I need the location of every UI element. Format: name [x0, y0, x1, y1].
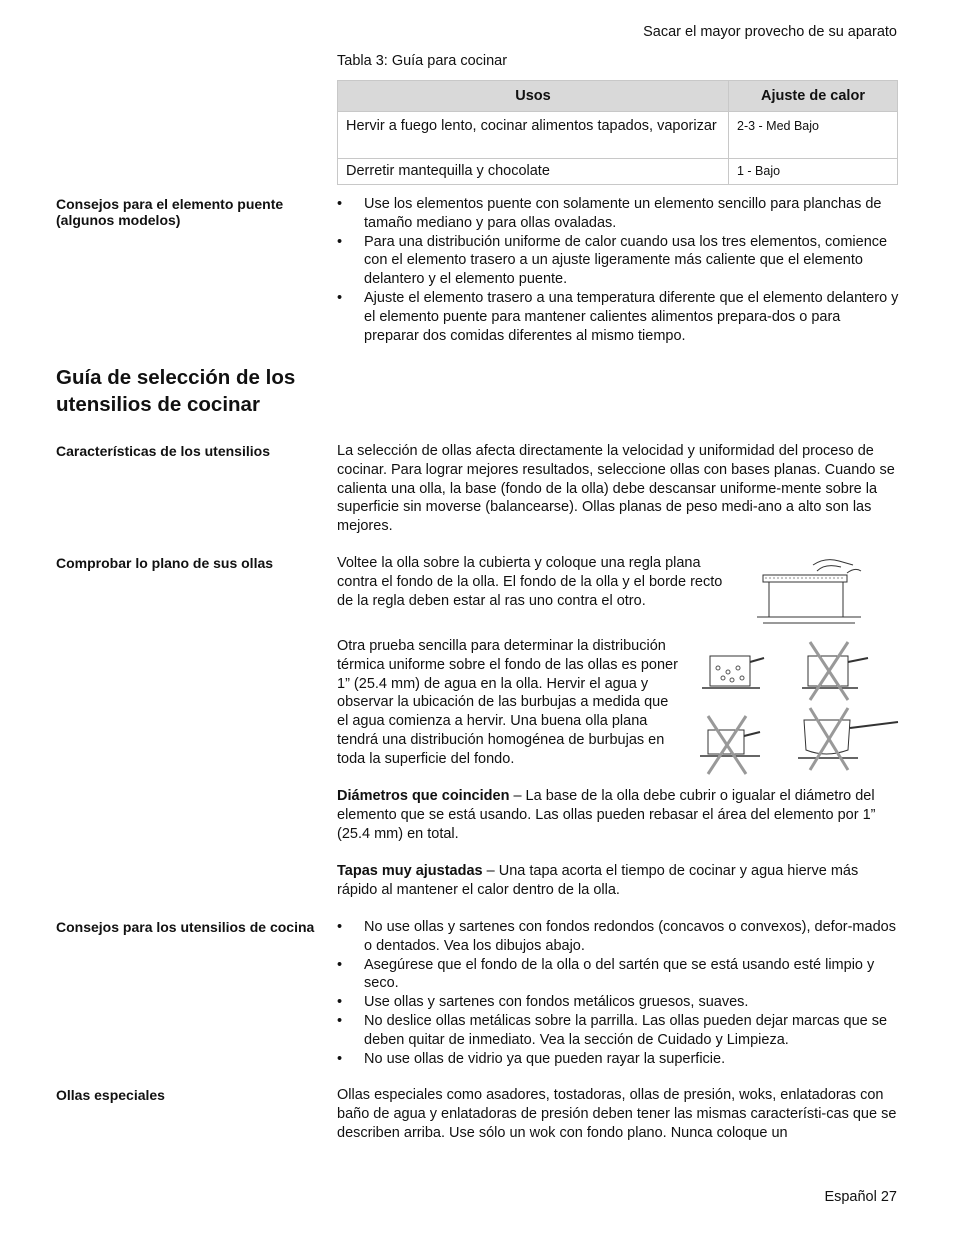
puente-list	[337, 195, 899, 345]
bubble-test-illustration	[698, 638, 900, 778]
diametros-label: Diámetros que coinciden	[337, 788, 510, 804]
caracteristicas-heading: Características de los utensilios	[56, 443, 270, 459]
especiales-heading: Ollas especiales	[56, 1087, 165, 1103]
tapas-paragraph	[337, 862, 899, 900]
list-item: • Use los elementos puente con solamente un elemento sencillo para planchas de tamaño mediano y para ollas ovaladas.	[337, 195, 899, 233]
caracteristicas-text: La selección de ollas afecta directamente la velocidad y uniformidad del proceso de cocinar. Para lograr mejores resultados, seleccione ollas con bases planas. Cuando se calienta una olla, la base (fondo de la olla) debe descansar uniforme-mente sobre la superficie sin moverse (balancearse). Ollas planas de peso medi-ano a alto son las mejores.	[337, 443, 895, 535]
list-item: • Use ollas y sartenes con fondos metálicos gruesos, suaves.	[337, 993, 899, 1012]
puente-heading: Consejos para el elemento puente (algunos modelos)	[56, 196, 284, 228]
comprobar-heading: Comprobar lo plano de sus ollas	[56, 555, 274, 571]
tapas-label: Tapas muy ajustadas	[337, 863, 483, 879]
cooking-guide-table	[337, 80, 898, 185]
diametros-paragraph	[337, 787, 899, 843]
col-header-usos: Usos	[338, 81, 729, 112]
table-cell-ajuste: 2-3 - Med Bajo	[729, 112, 898, 159]
comprobar-text-2: Otra prueba sencilla para determinar la distribución térmica uniforme sobre el fondo de las ollas es poner 1” (25.4 mm) de agua en la olla. Hervir el agua y observar la ubicación de las burbujas a medida que el agua comienza a hervir. Una buena olla plana tendrá una distribución homogénea de burbujas en toda la superficie del fondo.	[337, 638, 678, 767]
tapas-text: – Una tapa acorta el tiempo de cocinar y agua hierve más rápido al mantener el calor dentro de la olla.	[337, 863, 859, 898]
list-item: • No use ollas de vidrio ya que pueden rayar la superficie.	[337, 1050, 899, 1069]
bad-pot-icon	[802, 642, 868, 700]
especiales-text: Ollas especiales como asadores, tostadoras, ollas de presión, woks, enlatadoras con baño de agua y enlatadoras de presión deben tener las mismas característi-cas que se describen arriba. Use sólo un wok con fondo plano. Nunca coloque un	[337, 1087, 897, 1141]
list-item: • Para una distribución uniforme de calor cuando usa los tres elementos, comience con el elemento trasero a un ajuste ligeramente más caliente que el elemento delantero y el elemento puente.	[337, 233, 899, 289]
comprobar-text-1: Voltee la olla sobre la cubierta y coloque una regla plana contra el fondo de la olla. El fondo de la olla y el borde recto de la regla deben estar al ras uno contra el otro.	[337, 555, 723, 609]
list-item: • No use ollas y sartenes con fondos redondos (concavos o convexos), defor-mados o dentados. Vea los dibujos abajo.	[337, 918, 899, 956]
table-cell-uso: Hervir a fuego lento, cocinar alimentos tapados, vaporizar	[338, 112, 729, 159]
consejos-heading: Consejos para los utensilios de cocina	[56, 919, 315, 935]
list-item: • Asegúrese que el fondo de la olla o del sartén que se está usando esté limpio y seco.	[337, 956, 899, 994]
page-footer: Español 27	[824, 1189, 897, 1205]
list-item: • Ajuste el elemento trasero a una temperatura diferente que el elemento delantero y el elemento puente para mantener calientes alimentos prepara-dos o para preparar dos comidas diferentes al mismo tiempo.	[337, 289, 899, 345]
section-title: Guía de selección de los utensilios de cocinar	[56, 366, 296, 416]
table-caption: Tabla 3: Guía para cocinar	[337, 53, 508, 69]
running-header: Sacar el mayor provecho de su aparato	[643, 24, 897, 40]
table-row	[338, 159, 898, 185]
consejos-list	[337, 918, 899, 1068]
bad-pot-icon	[700, 716, 760, 774]
bad-pot-icon	[798, 708, 898, 770]
list-item: • No deslice ollas metálicas sobre la parrilla. Las ollas pueden dejar marcas que se deben quitar de inmediato. Vea la sección de Cuidado y Limpieza.	[337, 1012, 899, 1050]
diametros-text: – La base de la olla debe cubrir o igualar el diámetro del elemento que se está usando. Las ollas pueden rebasar el área del elemento por 1” (25.4 mm) en total.	[337, 788, 876, 842]
table-cell-ajuste: 1 - Bajo	[729, 159, 898, 185]
col-header-ajuste: Ajuste de calor	[729, 81, 898, 112]
ruler-on-pot-illustration	[755, 555, 867, 631]
table-cell-uso: Derretir mantequilla y chocolate	[338, 159, 729, 185]
table-row	[338, 112, 898, 159]
good-pot-icon	[702, 656, 764, 688]
